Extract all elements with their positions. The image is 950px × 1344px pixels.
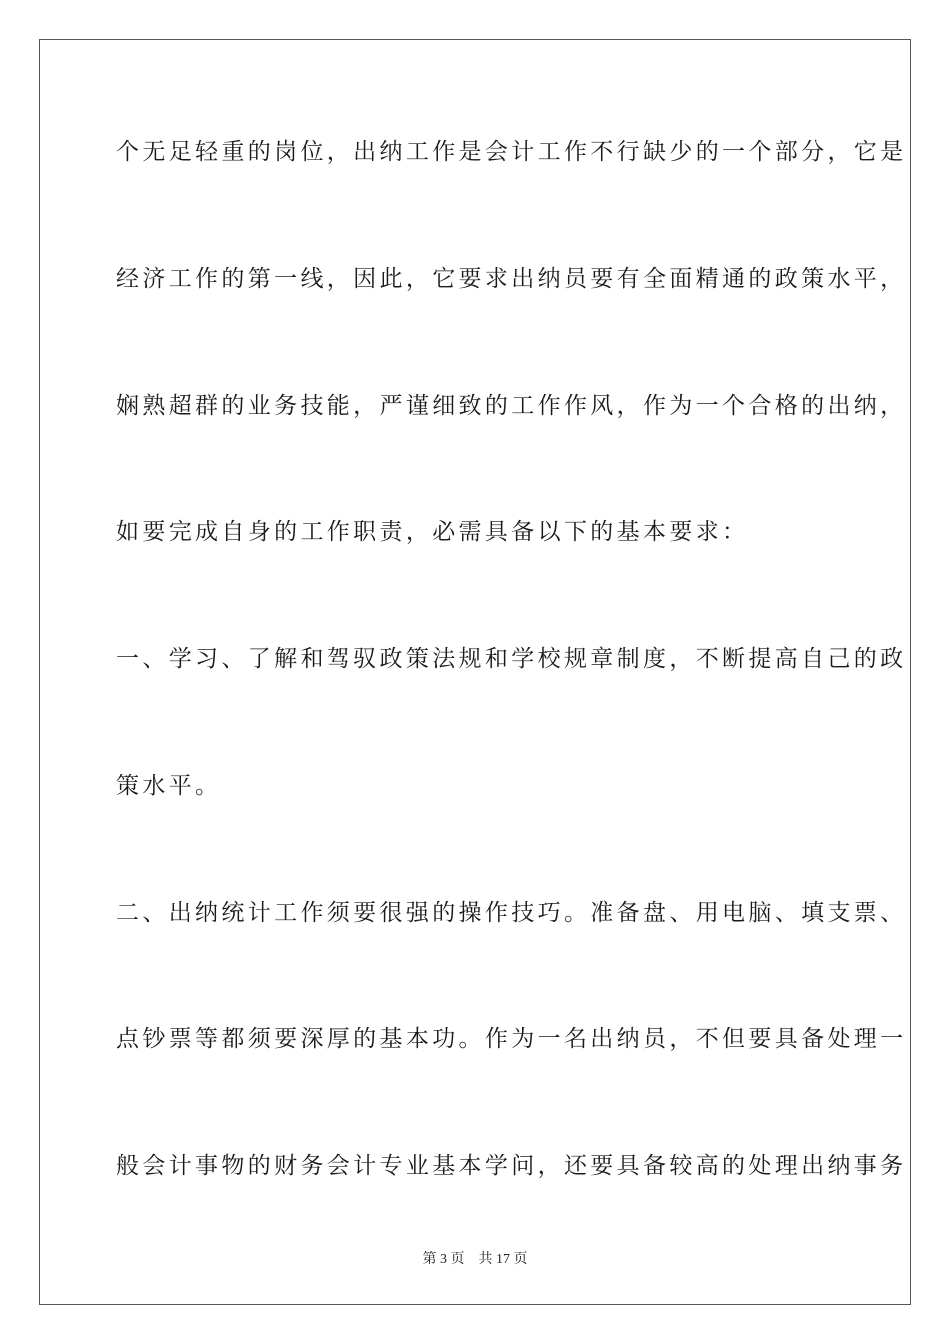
text-line-5: 一、学习、了解和驾驭政策法规和学校规章制度，不断提高自己的政 xyxy=(116,646,907,672)
text-line-7: 二、出纳统计工作须要很强的操作技巧。准备盘、用电脑、填支票、 xyxy=(116,900,907,926)
text-line-8: 点钞票等都须要深厚的基本功。作为一名出纳员，不但要具备处理一 xyxy=(116,1026,907,1052)
page-number-footer: 第 3 页 共 17 页 xyxy=(422,1252,528,1267)
text-line-4: 如要完成自身的工作职责，必需具备以下的基本要求： xyxy=(116,519,749,545)
text-line-6: 策水平。 xyxy=(116,773,222,799)
text-line-9: 般会计事物的财务会计专业基本学问，还要具备较高的处理出纳事务 xyxy=(116,1153,907,1179)
text-line-2: 经济工作的第一线，因此，它要求出纳员要有全面精通的政策水平， xyxy=(116,266,907,292)
text-line-3: 娴熟超群的业务技能，严谨细致的工作作风，作为一个合格的出纳， xyxy=(116,393,907,419)
text-line-1: 个无足轻重的岗位，出纳工作是会计工作不行缺少的一个部分，它是 xyxy=(116,139,907,165)
